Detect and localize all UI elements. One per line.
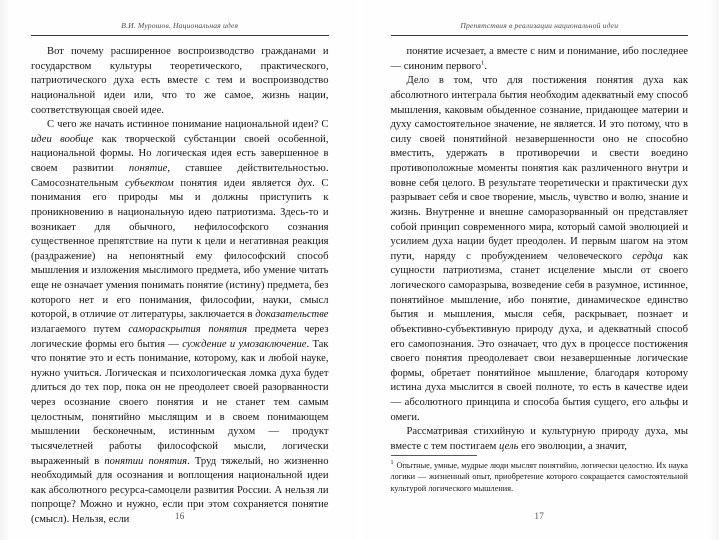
- text-run: как творческой субстанции своей особенной, национальной формы. Но логическая идея есть завершенное в своем развитии: [31, 133, 329, 174]
- emphasis-text: субъектом: [124, 177, 174, 189]
- text-run: понятие исчезает, а вместе с ним и понимание, ибо последнее — синоним первого: [390, 46, 688, 72]
- page-number-left: 16: [174, 511, 185, 521]
- footnote-text: [391, 460, 689, 494]
- emphasis-text: суждение и умозаключение: [182, 338, 307, 350]
- footnote-body: Опытные, умные, мудрые люди мыслят понятийно, логически целостно. Их наука логики — жизненный опыт, приобретение которого сокращается самостоятельной культурой логического мышления.: [390, 460, 688, 493]
- page-number-right: 17: [534, 511, 545, 521]
- paragraph: [391, 74, 689, 425]
- emphasis-text: понятие: [128, 163, 168, 174]
- paragraph: [31, 118, 329, 528]
- text-run: его эволюции, а значит,: [518, 440, 627, 452]
- text-run: как сущности патриотизма, станет исцеление мысли от своего логического саморазрыва, возведение себя в разумное, истинное, понятийное мышление, ибо понятие, динамическое единство бытия и мышления, мысля себя, раскрывает, познает и объективно-субъективную природу духа, и адекватный способ его самопознания. Это означает, что дух в процессе постижения своего понятия преодолевает свои незавершенные логические формы, обретает понятийное мышление, благодаря которому истина духа мыслится в своей полноте, то есть в качестве идеи — абсолютного принципа и способа бытия сущего, его альфы и омеги.: [390, 250, 689, 423]
- running-head-left: В.И. Мурошов. Национальная идея: [121, 21, 239, 30]
- emphasis-text: сердца: [632, 250, 663, 262]
- emphasis-text: дух: [297, 177, 313, 189]
- text-run: предмета через логические формы его бытия —: [31, 323, 329, 350]
- text-run: .: [484, 60, 487, 72]
- text-run: , ставшее действительностью. Самосознательным: [31, 163, 329, 189]
- paragraph: [391, 45, 689, 74]
- emphasis-text: понятии понятия: [104, 455, 188, 467]
- text-run: Дело в том, что для постижения понятия духа как абсолютного интеграла бытия необходим адекватный ему способ мышления, каковым обыденное сознание, придающее материи и духу самостоятельное значение, не является. И это потому, что в силу своей понятийной незавершенности оно не способно вместить, удержать в противоречии и свести воедино противоположные моменты понятия как различенного внутри и вовне себя целого. В результате теоретически и практически дух разрывает себя и свое творение, мысль, чувство и волю, знание и жизнь. Внутренне и внешне саморазорванный он представляет собой принцип современного мира, который самой эволюцией и усилием духа нации будет преодолен. И первым шагом на этом пути, наряду с пробуждением человеческого: [390, 75, 688, 262]
- text-run: излагаемого путем: [31, 323, 129, 335]
- text-run: . Труд тяжелый, но жизненно необходимый для осознания и воплощения национальной идеи как абсолютного ресурса-самоцели развития России. А нельзя ли попроще? Можно и нужно, если при этом сохраняется понятие (смысл). Нельзя, если: [31, 455, 329, 525]
- header-rule-left: [31, 35, 329, 36]
- emphasis-text: идеи вообще: [31, 133, 94, 145]
- text-run: . Так что понятие это и есть понимание, которому, как и любой науке, нужно учиться. Логическая и психологическая ломка духа будет длиться до тех пор, пока он не преодолеет своей разорванности через осознание своего понятия и не станет тем самым целостным, понятийно мыслящим и в своем понимающем мышлении бесконечным, истинным духом — продукт тысячелетней работы философской мысли, логически выраженный в: [31, 338, 329, 467]
- text-run: Вот почему расширенное воспроизводство гражданами и государством культуры теоретического, практического, патриотического духа есть вместе с тем и воспроизводство национальной идеи или, что то же самое, жизнь нации, соответствующая своей идее.: [31, 46, 329, 116]
- footnote-reference[interactable]: 1: [481, 59, 485, 67]
- footnote-rule: [391, 455, 477, 456]
- scan-edge-right: [709, 0, 719, 540]
- paragraph: [31, 45, 329, 118]
- header-rule-right: [391, 35, 689, 36]
- page-right: [360, 0, 719, 540]
- text-run: С чего же начать истинное понимание национальной идеи? С: [47, 119, 329, 131]
- emphasis-text: цель: [499, 440, 519, 452]
- emphasis-text: самораскрытия понятия: [128, 323, 248, 335]
- paragraph: [391, 425, 689, 454]
- body-text-left: [31, 45, 329, 528]
- text-run: понятия идеи является: [173, 177, 298, 189]
- body-text-right: [391, 45, 689, 455]
- emphasis-text: доказательстве: [255, 309, 329, 321]
- running-head-right: Препятствия в реализации национальной идеи: [460, 21, 619, 30]
- text-run: . С понимания его природы мы и должны приступить к проникновению в национальную идею патриотизма. Здесь-то и возникает для обычного, нефилософского сознания существенное препятствие на пути к цели и негативная реакция (раздражение) на непонятный ему философский способ мышления и изложения мыслимого предмета, ибо умение читать еще не означает умения понимать понятие (истину) предмета, без которого нет и его понимания, философии, науки, смысл которой, в отличие от литературы, заключается в: [31, 177, 329, 321]
- scan-edge-left: [0, 0, 10, 540]
- footnote-block: [391, 455, 689, 494]
- footnote-marker: 1: [390, 460, 394, 467]
- text-run: Рассматривая стихийную и культурную природу духа, мы вместе с тем постигаем: [390, 426, 688, 452]
